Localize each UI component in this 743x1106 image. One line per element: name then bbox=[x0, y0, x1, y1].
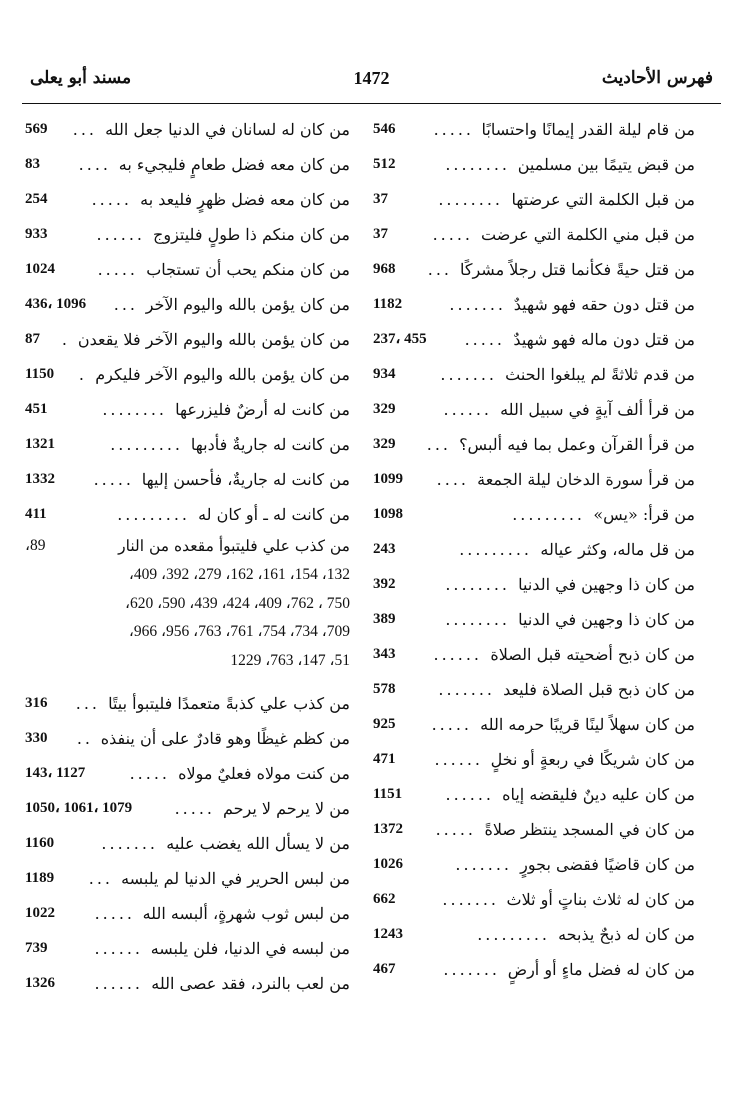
entry-text: من قرأ: «يس» bbox=[593, 505, 695, 524]
entry-text: من كذب علي كذبةً متعمدًا فليتبوأ بيتًا bbox=[108, 693, 350, 713]
entry-reference: 1022 bbox=[25, 904, 55, 921]
leader-dots: ......... bbox=[512, 505, 585, 524]
index-entry bbox=[373, 287, 695, 322]
leader-dots: ..... bbox=[174, 798, 215, 818]
entry-text: من كان ذبح قبل الصلاة فليعد bbox=[503, 680, 695, 699]
leader-dots: ... bbox=[113, 295, 138, 314]
leader-dots: ..... bbox=[464, 330, 505, 349]
entry-reference: 389 bbox=[373, 611, 396, 627]
index-entry bbox=[25, 427, 350, 462]
index-entry bbox=[373, 637, 695, 672]
index-entry bbox=[373, 357, 695, 392]
book-title: مسند أبو يعلى bbox=[30, 68, 132, 88]
index-entry bbox=[373, 567, 695, 602]
entry-text: من لعب بالنرد، فقد عصى الله bbox=[151, 973, 350, 993]
index-entry bbox=[25, 147, 350, 182]
entry-text: من كانت له جاريةٌ، فأحسن إليها bbox=[141, 470, 350, 489]
entry-reference: 1243 bbox=[373, 926, 403, 942]
entry-text: من قام ليلة القدر إيمانًا واحتسابًا bbox=[481, 120, 695, 139]
entry-text: من قبل الكلمة التي عرضتها bbox=[511, 190, 695, 209]
leader-dots: . bbox=[78, 365, 87, 384]
leader-dots: ....... bbox=[442, 890, 499, 909]
index-entry bbox=[25, 791, 350, 826]
entry-reference: 411 bbox=[25, 506, 47, 522]
index-entry bbox=[373, 112, 695, 147]
index-entry bbox=[25, 112, 350, 147]
page-number: 1472 bbox=[353, 68, 390, 88]
entry-reference: 471 bbox=[373, 751, 396, 767]
entry-reference: 330 bbox=[25, 729, 48, 746]
reference-line: 750 ، 762، 409، 424، 439، 590، 620، bbox=[125, 594, 350, 612]
index-entry bbox=[25, 497, 350, 532]
entry-reference: 739 bbox=[25, 939, 48, 956]
leader-dots: ... bbox=[88, 868, 113, 888]
leader-dots: ........ bbox=[102, 400, 167, 419]
entry-reference: 512 bbox=[373, 156, 396, 172]
leader-dots: ....... bbox=[443, 960, 500, 979]
index-entry bbox=[373, 147, 695, 182]
leader-dots: ......... bbox=[110, 435, 183, 454]
entry-reference: 451 bbox=[25, 401, 48, 417]
page-header bbox=[30, 68, 713, 98]
entry-text: من قتل حيةً فكأنما قتل رجلاً مشركًا bbox=[459, 260, 695, 279]
index-entry bbox=[373, 812, 695, 847]
leader-dots: ....... bbox=[449, 295, 506, 314]
index-entry bbox=[373, 497, 695, 532]
entry-text: من كان له فضل ماءٍ أو أرضٍ bbox=[507, 960, 695, 979]
entry-text: من لبس الحرير في الدنيا لم يلبسه bbox=[121, 868, 350, 888]
leader-dots: ... bbox=[75, 693, 100, 713]
entry-text: من قبل مني الكلمة التي عرضت bbox=[481, 225, 695, 244]
entry-reference: 1321 bbox=[25, 436, 55, 452]
leader-dots: . bbox=[61, 330, 70, 349]
reference-line: 709، 734، 754، 761، 763، 956، 966، bbox=[128, 623, 350, 641]
entry-text: من قتل دون ماله فهو شهيدٌ bbox=[513, 330, 695, 349]
entry-reference: 254 bbox=[25, 191, 48, 207]
index-entry bbox=[25, 462, 350, 497]
index-entry bbox=[373, 217, 695, 252]
entry-reference: 1098 bbox=[373, 506, 403, 522]
entry-text: من لبس ثوب شهرةٍ، ألبسه الله bbox=[142, 903, 350, 923]
leader-dots: ...... bbox=[445, 785, 494, 804]
index-entry bbox=[25, 861, 350, 896]
entry-text: من قبض يتيمًا بين مسلمين bbox=[517, 155, 695, 174]
leader-dots: ..... bbox=[93, 470, 134, 489]
entry-text: من كان منكم ذا طولٍ فليتزوج bbox=[153, 225, 350, 244]
leader-dots: ........ bbox=[445, 575, 510, 594]
index-entry bbox=[373, 742, 695, 777]
index-entry bbox=[373, 322, 695, 357]
entry-reference: 1326 bbox=[25, 974, 55, 991]
multi-reference-entry bbox=[25, 532, 350, 676]
entry-reference: 1160 bbox=[25, 834, 55, 851]
index-entry bbox=[25, 896, 350, 931]
index-entry bbox=[25, 826, 350, 861]
leader-dots: .... bbox=[436, 470, 469, 489]
entry-text: من كان منكم يحب أن تستجاب bbox=[146, 260, 350, 279]
index-title: فهرس الأحاديث bbox=[601, 68, 713, 88]
entry-text: من كان له ذبحٌ يذبحه bbox=[558, 925, 695, 944]
entry-reference: 37 bbox=[373, 226, 388, 242]
entry-text: من قرأ سورة الدخان ليلة الجمعة bbox=[477, 470, 695, 489]
index-entry bbox=[25, 182, 350, 217]
leader-dots: ...... bbox=[434, 750, 483, 769]
index-entry bbox=[25, 686, 350, 721]
leader-dots: ... bbox=[72, 120, 97, 139]
entry-reference: 436، 1096 bbox=[25, 296, 87, 312]
entry-text: من كان ذا وجهين في الدنيا bbox=[518, 610, 695, 629]
entry-reference: 343 bbox=[373, 646, 396, 662]
entry-reference: 1189 bbox=[25, 869, 55, 886]
entry-text: من كانت له ـ أو كان له bbox=[198, 505, 350, 524]
entry-text: من كنت مولاه فعليٌ مولاه bbox=[178, 763, 350, 783]
entry-reference: 968 bbox=[373, 261, 396, 277]
leader-dots: ..... bbox=[94, 903, 135, 923]
entry-reference: 925 bbox=[373, 716, 396, 732]
index-entry bbox=[373, 427, 695, 462]
entry-reference: 316 bbox=[25, 694, 48, 711]
index-entry bbox=[25, 756, 350, 791]
entry-text: من كانت له أرضٌ فليزرعها bbox=[175, 400, 350, 419]
leader-dots: ..... bbox=[97, 260, 138, 279]
index-entry bbox=[25, 392, 350, 427]
leader-dots: ......... bbox=[477, 925, 550, 944]
entry-text: من قرأ القرآن وعمل بما فيه ألبس؟ bbox=[459, 435, 695, 454]
entry-reference: 569 bbox=[25, 121, 48, 137]
entry-reference: 546 bbox=[373, 121, 396, 137]
entry-text: من كان شريكًا في ربعةٍ أو نخلٍ bbox=[490, 750, 695, 769]
index-entry bbox=[25, 931, 350, 966]
entry-text: من قتل دون حقه فهو شهيدٌ bbox=[513, 295, 695, 314]
index-entry bbox=[25, 357, 350, 392]
entry-text: من كان ذا وجهين في الدنيا bbox=[518, 575, 695, 594]
leader-dots: ..... bbox=[431, 715, 472, 734]
index-entry bbox=[373, 777, 695, 812]
entry-reference: 243 bbox=[373, 541, 396, 557]
index-entry bbox=[373, 392, 695, 427]
leader-dots: ..... bbox=[91, 190, 132, 209]
entry-reference: 1150 bbox=[25, 366, 55, 382]
leader-dots: ....... bbox=[438, 680, 495, 699]
leader-dots: ........ bbox=[445, 610, 510, 629]
leader-dots: ........ bbox=[445, 155, 510, 174]
index-entry bbox=[373, 672, 695, 707]
entry-reference: 143، 1127 bbox=[25, 764, 86, 781]
entry-text: من كان يؤمن بالله واليوم الآخر فليكرم bbox=[95, 365, 350, 384]
entry-reference: 662 bbox=[373, 891, 396, 907]
entry-reference: 37 bbox=[373, 191, 388, 207]
reference-line: 132، 154، 161، 162، 279، 392، 409، bbox=[128, 565, 350, 583]
entry-reference: 467 bbox=[373, 961, 396, 977]
entry-reference: 87 bbox=[25, 331, 40, 347]
index-entry bbox=[373, 252, 695, 287]
entry-text: من كان سهلاً لينًا قريبًا حرمه الله bbox=[480, 715, 695, 734]
entry-reference: 1050، 1061، 1079 bbox=[25, 799, 133, 816]
leader-dots: ....... bbox=[440, 365, 497, 384]
leader-dots: ..... bbox=[432, 225, 473, 244]
index-entry bbox=[373, 847, 695, 882]
entry-reference: 1182 bbox=[373, 296, 403, 312]
index-entry bbox=[25, 721, 350, 756]
entry-text: من كظم غيظًا وهو قادرٌ على أن ينفذه bbox=[100, 728, 350, 748]
leader-dots: ....... bbox=[101, 833, 158, 853]
index-entry bbox=[25, 252, 350, 287]
index-entry bbox=[25, 322, 350, 357]
leader-dots: ..... bbox=[435, 820, 476, 839]
leader-dots: .. bbox=[76, 728, 93, 748]
entry-reference: 329 bbox=[373, 401, 396, 417]
entry-reference: 83 bbox=[25, 156, 40, 172]
entry-text: من كان معه فضل طعامٍ فليجيء به bbox=[118, 155, 350, 174]
leader-dots: ......... bbox=[117, 505, 190, 524]
leader-dots: ... bbox=[426, 435, 451, 454]
entry-reference: 933 bbox=[25, 226, 48, 242]
entry-text: من كان قاضيًا فقضى بجورٍ bbox=[520, 855, 695, 874]
leader-dots: ......... bbox=[459, 540, 532, 559]
leader-dots: ....... bbox=[455, 855, 512, 874]
entry-reference: 1026 bbox=[373, 856, 403, 872]
reference-line: 51، 147، 763، 1229 bbox=[230, 652, 350, 670]
entry-text: من قرأ ألف آيةٍ في سبيل الله bbox=[500, 400, 695, 419]
entry-reference: 1151 bbox=[373, 786, 403, 802]
index-entry bbox=[373, 917, 695, 952]
index-entry bbox=[373, 602, 695, 637]
entry-text: من كان في المسجد ينتظر صلاةً bbox=[484, 820, 695, 839]
leader-dots: ...... bbox=[94, 973, 143, 993]
leader-dots: .... bbox=[78, 155, 111, 174]
index-entry bbox=[25, 966, 350, 1001]
entry-reference: 934 bbox=[373, 366, 396, 382]
index-entry bbox=[25, 217, 350, 252]
entry-reference: 329 bbox=[373, 436, 396, 452]
entry-text: من كان يؤمن بالله واليوم الآخر فلا يقعدن bbox=[77, 330, 350, 349]
entry-text: من لا يسأل الله يغضب عليه bbox=[166, 833, 350, 853]
entry-reference: 1099 bbox=[373, 471, 403, 487]
index-entry bbox=[25, 287, 350, 322]
leader-dots: ........ bbox=[438, 190, 503, 209]
entry-text: من لا يرحم لا يرحم bbox=[223, 798, 350, 818]
index-entry bbox=[373, 532, 695, 567]
entry-text: من لبسه في الدنيا، فلن يلبسه bbox=[150, 938, 350, 958]
index-entry bbox=[373, 462, 695, 497]
entry-text: من قدم ثلاثةً لم يبلغوا الحنث bbox=[505, 365, 695, 384]
index-entry bbox=[373, 882, 695, 917]
index-entry bbox=[373, 952, 695, 987]
entry-text: من قل ماله، وكثر عياله bbox=[540, 540, 695, 559]
leader-dots: ...... bbox=[433, 645, 482, 664]
left-column bbox=[25, 112, 350, 1001]
entry-reference: 89، bbox=[25, 537, 46, 554]
entry-text: من كان ذبح أضحيته قبل الصلاة bbox=[490, 645, 695, 664]
leader-dots: ...... bbox=[96, 225, 145, 244]
entry-text: من كان له ثلاث بناتٍ أو ثلاث bbox=[506, 890, 695, 909]
entry-text: من كذب علي فليتبوأ مقعده من النار bbox=[118, 537, 350, 555]
entry-text: من كانت له جاريةٌ فأدبها bbox=[190, 435, 350, 454]
entry-text: من كان عليه دينٌ فليقضه إياه bbox=[502, 785, 695, 804]
index-entry bbox=[373, 182, 695, 217]
entry-reference: 1372 bbox=[373, 821, 403, 837]
right-column bbox=[373, 112, 695, 987]
index-entry bbox=[373, 707, 695, 742]
entry-reference: 1332 bbox=[25, 471, 55, 487]
leader-dots: ...... bbox=[443, 400, 492, 419]
entry-text: من كان معه فضل ظهرٍ فليعد به bbox=[140, 190, 350, 209]
leader-dots: ... bbox=[427, 260, 452, 279]
entry-reference: 578 bbox=[373, 681, 396, 697]
header-rule bbox=[22, 103, 721, 104]
leader-dots: ..... bbox=[129, 763, 170, 783]
entry-text: من كان له لسانان في الدنيا جعل الله bbox=[105, 120, 350, 139]
leader-dots: ...... bbox=[94, 938, 143, 958]
entry-reference: 392 bbox=[373, 576, 396, 592]
leader-dots: ..... bbox=[433, 120, 474, 139]
entry-reference: 237، 455 bbox=[373, 331, 427, 347]
entry-text: من كان يؤمن بالله واليوم الآخر bbox=[145, 295, 350, 314]
entry-reference: 1024 bbox=[25, 261, 55, 277]
